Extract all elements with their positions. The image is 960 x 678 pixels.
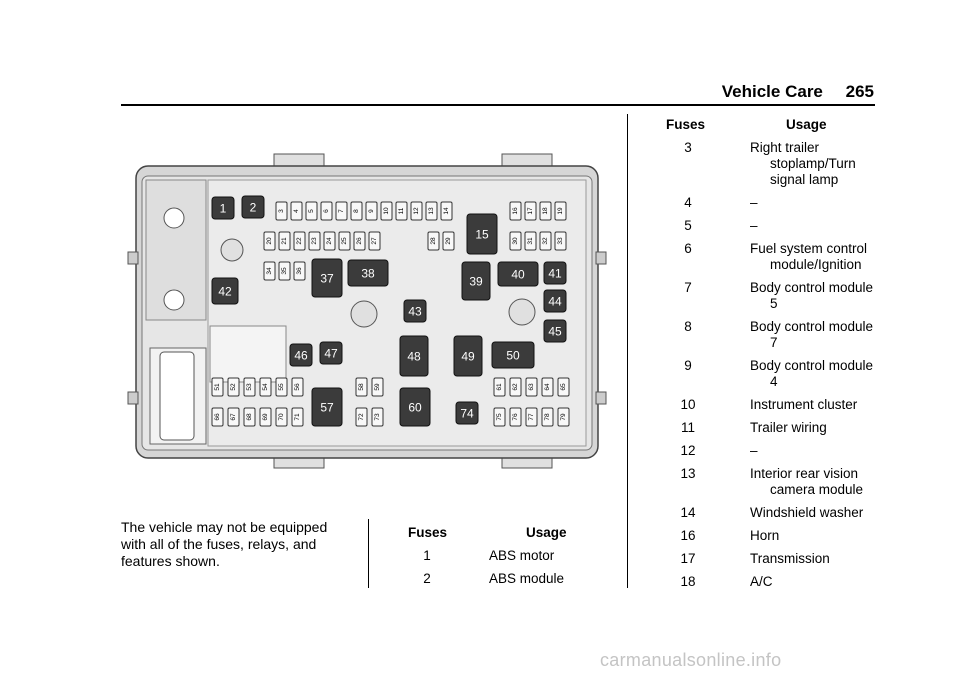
mini-fuse-label: 3 xyxy=(278,209,286,213)
fuse-usage: ABS motor xyxy=(489,548,555,563)
fuse-usage: Right trailer stoplamp/Turn signal lamp xyxy=(750,140,856,187)
mini-fuse-label: 70 xyxy=(278,413,286,421)
table-row xyxy=(666,528,886,544)
mini-fuse-label: 19 xyxy=(557,207,565,215)
mini-fuse-label: 78 xyxy=(544,413,552,421)
fuse-number: 7 xyxy=(684,280,692,295)
mini-fuse-label: 71 xyxy=(294,413,302,421)
fuse-number: 12 xyxy=(680,443,696,458)
table-header xyxy=(666,117,886,135)
mini-fuse-label: 12 xyxy=(413,207,421,215)
mini-fuse-label: 30 xyxy=(512,237,520,245)
mounting-stud xyxy=(351,301,377,327)
mini-fuse-label: 79 xyxy=(560,413,568,421)
mini-fuse-label: 31 xyxy=(527,237,535,245)
fuse-usage: Trailer wiring xyxy=(750,420,827,435)
relay-label: 40 xyxy=(511,267,525,282)
fuse-usage: ABS module xyxy=(489,571,565,586)
table-row xyxy=(666,140,886,188)
relay-label: 48 xyxy=(407,349,421,364)
mini-fuse-label: 56 xyxy=(294,383,302,391)
relay-label: 50 xyxy=(506,348,520,363)
relay-label: 47 xyxy=(324,346,338,361)
mini-fuse-label: 9 xyxy=(368,209,376,213)
fuse-usage: Horn xyxy=(750,528,780,543)
fuse-number: 2 xyxy=(423,571,431,586)
col-fuses-header: Fuses xyxy=(666,117,706,132)
mini-fuse-label: 26 xyxy=(356,237,364,245)
fuse-number: 14 xyxy=(680,505,696,520)
mini-fuse-label: 28 xyxy=(430,237,438,245)
fuse-usage: Body control module 5 xyxy=(750,280,874,311)
mini-fuse-label: 33 xyxy=(557,237,565,245)
table-row xyxy=(666,443,886,459)
mini-fuse-label: 61 xyxy=(496,383,504,391)
fuse-number: 16 xyxy=(680,528,696,543)
fuse-usage: Transmission xyxy=(750,551,830,566)
col-usage-header: Usage xyxy=(526,525,567,540)
fuse-number: 5 xyxy=(684,218,692,233)
mini-fuse-label: 16 xyxy=(512,207,520,215)
table-row xyxy=(666,241,886,273)
relay-label: 43 xyxy=(408,304,422,319)
relay-label: 15 xyxy=(475,227,489,242)
mini-fuse-label: 59 xyxy=(374,383,382,391)
mini-fuse-label: 32 xyxy=(542,237,550,245)
fuse-number: 17 xyxy=(680,551,696,566)
relay-label: 49 xyxy=(461,349,475,364)
fuse-usage: Interior rear vision camera module xyxy=(750,466,864,497)
relay-label: 42 xyxy=(218,284,232,299)
relay-label: 57 xyxy=(320,400,334,415)
relay-label: 44 xyxy=(548,294,562,309)
mini-fuse-label: 8 xyxy=(353,209,361,213)
fuse-usage: – xyxy=(750,218,758,233)
blank-area xyxy=(210,326,286,382)
mini-fuse-label: 34 xyxy=(266,267,274,275)
mini-fuse-label: 20 xyxy=(266,237,274,245)
equipment-note: The vehicle may not be equipped with all of the fuses, relays, and features shown. xyxy=(121,519,328,569)
mini-fuse-label: 17 xyxy=(527,207,535,215)
side-latch xyxy=(596,252,606,264)
col-fuses-header: Fuses xyxy=(408,525,448,540)
fuse-table-left xyxy=(405,525,605,594)
table-row xyxy=(405,548,605,564)
fuse-table-right xyxy=(666,117,886,597)
mini-fuse-label: 53 xyxy=(246,383,254,391)
fuse-usage: – xyxy=(750,195,758,210)
mounting-stud xyxy=(509,299,535,325)
mini-fuse-label: 18 xyxy=(542,207,550,215)
table-row xyxy=(666,218,886,234)
fuse-block-diagram xyxy=(124,152,610,470)
mini-fuse-label: 5 xyxy=(308,209,316,213)
mini-fuse-label: 58 xyxy=(358,383,366,391)
side-latch xyxy=(128,392,138,404)
side-latch xyxy=(596,392,606,404)
table-header xyxy=(405,525,605,543)
mini-fuse-label: 24 xyxy=(326,237,334,245)
fuse-number: 1 xyxy=(423,548,431,563)
mini-fuse-label: 52 xyxy=(230,383,238,391)
mini-fuse-label: 23 xyxy=(311,237,319,245)
page-header xyxy=(722,82,874,102)
mini-fuse-label: 22 xyxy=(296,237,304,245)
mini-fuse-label: 64 xyxy=(544,383,552,391)
mini-fuse-label: 11 xyxy=(398,207,406,215)
relay-label: 45 xyxy=(548,324,562,339)
table-row xyxy=(666,551,886,567)
relay-label: 37 xyxy=(320,271,334,286)
connector-plug xyxy=(160,352,194,440)
page-number: 265 xyxy=(845,82,874,101)
fuse-number: 13 xyxy=(680,466,696,481)
table-row xyxy=(666,280,886,312)
mini-fuse-label: 14 xyxy=(443,207,451,215)
mini-fuse-label: 36 xyxy=(296,267,304,275)
relay-label: 38 xyxy=(361,266,375,281)
watermark: carmanualsonline.info xyxy=(600,650,782,670)
section-title: Vehicle Care xyxy=(721,82,823,101)
mini-fuse-label: 76 xyxy=(512,413,520,421)
bolt-terminal xyxy=(164,208,184,228)
table-row xyxy=(666,195,886,211)
fuse-number: 10 xyxy=(680,397,696,412)
fuse-usage: – xyxy=(750,443,758,458)
table-row xyxy=(666,319,886,351)
mini-fuse-label: 68 xyxy=(246,413,254,421)
fuse-number: 9 xyxy=(684,358,692,373)
mini-fuse-label: 6 xyxy=(323,209,331,213)
relay-label: 39 xyxy=(469,274,483,289)
table-row xyxy=(666,466,886,498)
relay-label: 41 xyxy=(548,266,562,281)
mini-fuse-label: 63 xyxy=(528,383,536,391)
fuse-usage: A/C xyxy=(750,574,773,589)
table-row xyxy=(666,397,886,413)
relay-label: 2 xyxy=(249,200,257,215)
mini-fuse-label: 4 xyxy=(293,209,301,213)
table-row xyxy=(405,571,605,587)
fuse-number: 11 xyxy=(680,420,695,435)
mini-fuse-label: 62 xyxy=(512,383,520,391)
mini-fuse-label: 73 xyxy=(374,413,382,421)
mini-fuse-label: 67 xyxy=(230,413,238,421)
mini-fuse-label: 13 xyxy=(428,207,436,215)
side-latch xyxy=(128,252,138,264)
fuse-usage: Instrument cluster xyxy=(750,397,858,412)
mini-fuse-label: 29 xyxy=(445,237,453,245)
mini-fuse-label: 65 xyxy=(560,383,568,391)
table-row xyxy=(666,505,886,521)
bolt-terminal xyxy=(164,290,184,310)
mini-fuse-label: 77 xyxy=(528,413,536,421)
fuse-usage: Fuel system control module/Ignition xyxy=(750,241,868,272)
mini-fuse-label: 66 xyxy=(214,413,222,421)
table-row xyxy=(666,420,886,436)
mini-fuse-label: 72 xyxy=(358,413,366,421)
mini-fuse-label: 69 xyxy=(262,413,270,421)
relay-label: 1 xyxy=(219,201,227,216)
mini-fuse-label: 10 xyxy=(383,207,391,215)
relay-label: 46 xyxy=(294,348,308,363)
fuse-number: 4 xyxy=(684,195,692,210)
mini-fuse-label: 35 xyxy=(281,267,289,275)
fuse-number: 18 xyxy=(680,574,696,589)
col-usage-header: Usage xyxy=(786,117,827,132)
header-rule xyxy=(121,104,875,106)
mini-fuse-label: 51 xyxy=(214,383,222,391)
mini-fuse-label: 27 xyxy=(371,237,379,245)
table-row xyxy=(666,574,886,590)
fuse-number: 3 xyxy=(684,140,692,155)
mini-fuse-label: 25 xyxy=(341,237,349,245)
mini-fuse-label: 75 xyxy=(496,413,504,421)
fuse-usage: Body control module 4 xyxy=(750,358,874,389)
mini-fuse-label: 55 xyxy=(278,383,286,391)
mini-fuse-label: 21 xyxy=(281,237,289,245)
fuse-usage: Body control module 7 xyxy=(750,319,874,350)
relay-label: 60 xyxy=(408,400,422,415)
relay-label: 74 xyxy=(460,406,474,421)
mini-fuse-label: 54 xyxy=(262,383,270,391)
fuse-usage: Windshield washer xyxy=(750,505,864,520)
table-row xyxy=(666,358,886,390)
column-divider-right xyxy=(627,114,628,588)
fuse-number: 8 xyxy=(684,319,692,334)
mini-fuse-label: 7 xyxy=(338,209,346,213)
column-divider-left xyxy=(368,519,369,588)
fuse-number: 6 xyxy=(684,241,692,256)
mounting-stud xyxy=(221,239,243,261)
